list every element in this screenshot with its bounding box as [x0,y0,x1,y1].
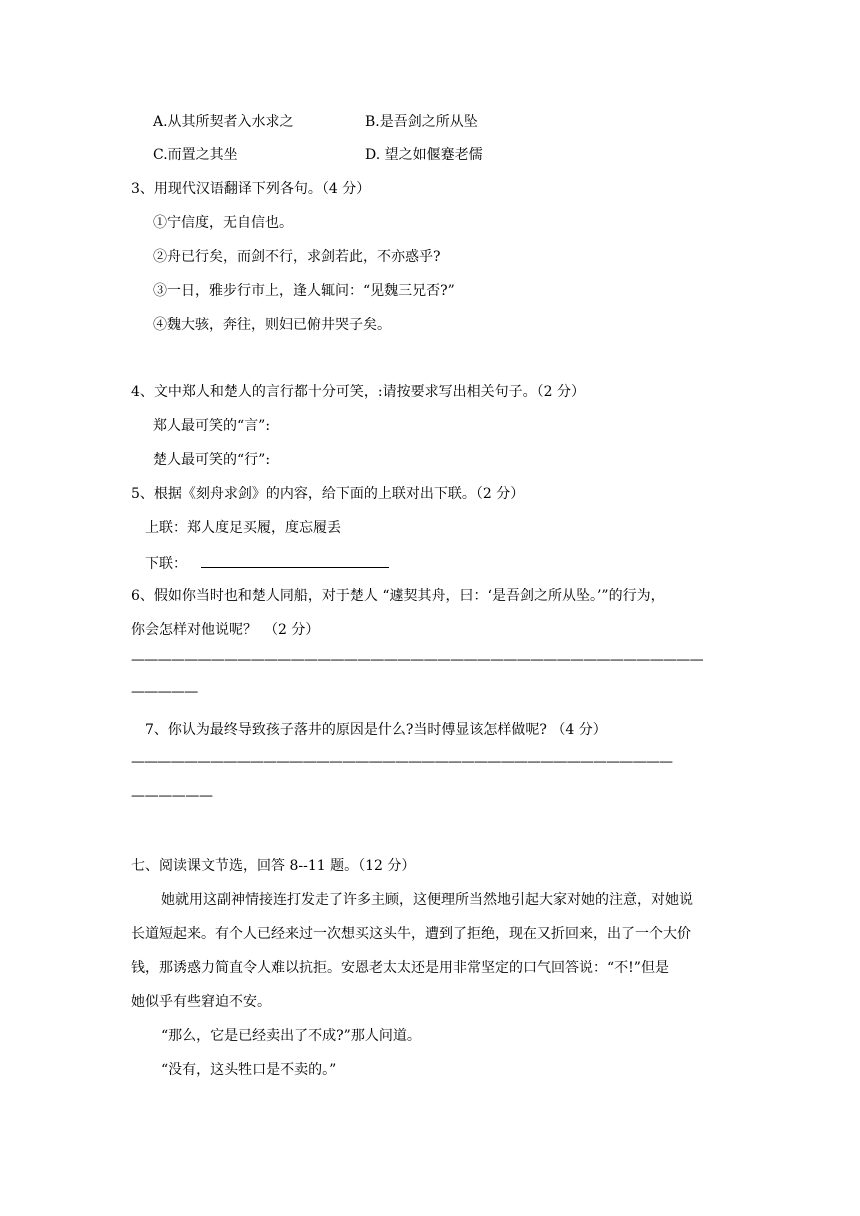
question-5-upper-couplet: 上联：郑人度足买履，度忘履丢 [145,520,341,536]
question-6-answer-line-2[interactable]: ————— [131,684,198,700]
passage-line-1: 她就用这副神情接连打发走了许多主顾，这便理所当然地引起大家对她的注意，对她说 [161,892,693,908]
question-6-line-2: 你会怎样对他说呢？ （2 分） [131,622,320,638]
question-4-title: 4、文中郑人和楚人的言行都十分可笑，:请按要求写出相关句子。（2 分） [131,384,585,400]
question-3-item-3: ③一日，雅步行市上，逢人辄问：“见魏三兄否?” [153,283,455,299]
passage-line-2: 长道短起来。有个人已经来过一次想买这头牛，遭到了拒绝，现在又折回来，出了一个大价 [131,926,691,942]
question-3-title: 3、用现代汉语翻译下列各句。（4 分） [131,181,371,197]
question-4-line-1: 郑人最可笑的“言”: [153,418,271,434]
option-a: A.从其所契者入水求之 [153,114,294,130]
question-6-answer-line-1[interactable]: ——————————————————————————————————————————— [131,652,703,668]
question-7-title: 7、你认为最终导致孩子落井的原因是什么?当时傅显该怎样做呢? （4 分） [145,722,607,738]
question-7-answer-line-2[interactable]: —————— [131,788,213,804]
question-4-line-2: 楚人最可笑的“行”: [153,452,271,468]
question-3-item-1: ①宁信度，无自信也。 [153,215,293,231]
option-b: B.是吾剑之所从坠 [365,114,478,130]
passage-line-4: 她似乎有些窘迫不安。 [131,994,271,1010]
question-6-line-1: 6、假如你当时也和楚人同船，对于楚人 “遽契其舟，曰：‘是吾剑之所从坠。’”的行为， [131,588,665,604]
question-5-lower-couplet [145,553,389,573]
lower-couplet-blank[interactable] [201,553,389,568]
passage-line-3: 钱，那诱惑力简直令人难以抗拒。安恩老太太还是用非常坚定的口气回答说：“不!”但是 [131,960,669,976]
question-3-item-2: ②舟已行矣，而剑不行，求剑若此，不亦惑乎? [153,249,441,265]
question-5-title: 5、根据《刻舟求剑》的内容，给下面的上联对出下联。（2 分） [131,486,525,502]
lower-couplet-label: 下联： [145,556,187,572]
passage-dialogue-2: “没有，这头牲口是不卖的。” [161,1062,337,1078]
question-3-item-4: ④魏大骇，奔往，则妇已俯井哭子矣。 [153,317,391,333]
option-c: C.而置之其坐 [153,147,238,163]
passage-dialogue-1: “那么，它是已经卖出了不成?”那人问道。 [161,1028,421,1044]
section-7-heading: 七、阅读课文节选，回答 8--11 题。（12 分） [131,858,416,874]
question-7-answer-line-1[interactable]: ————————————————————————————————————————— [131,754,673,770]
option-d: D. 望之如偃蹇老儒 [365,147,483,163]
